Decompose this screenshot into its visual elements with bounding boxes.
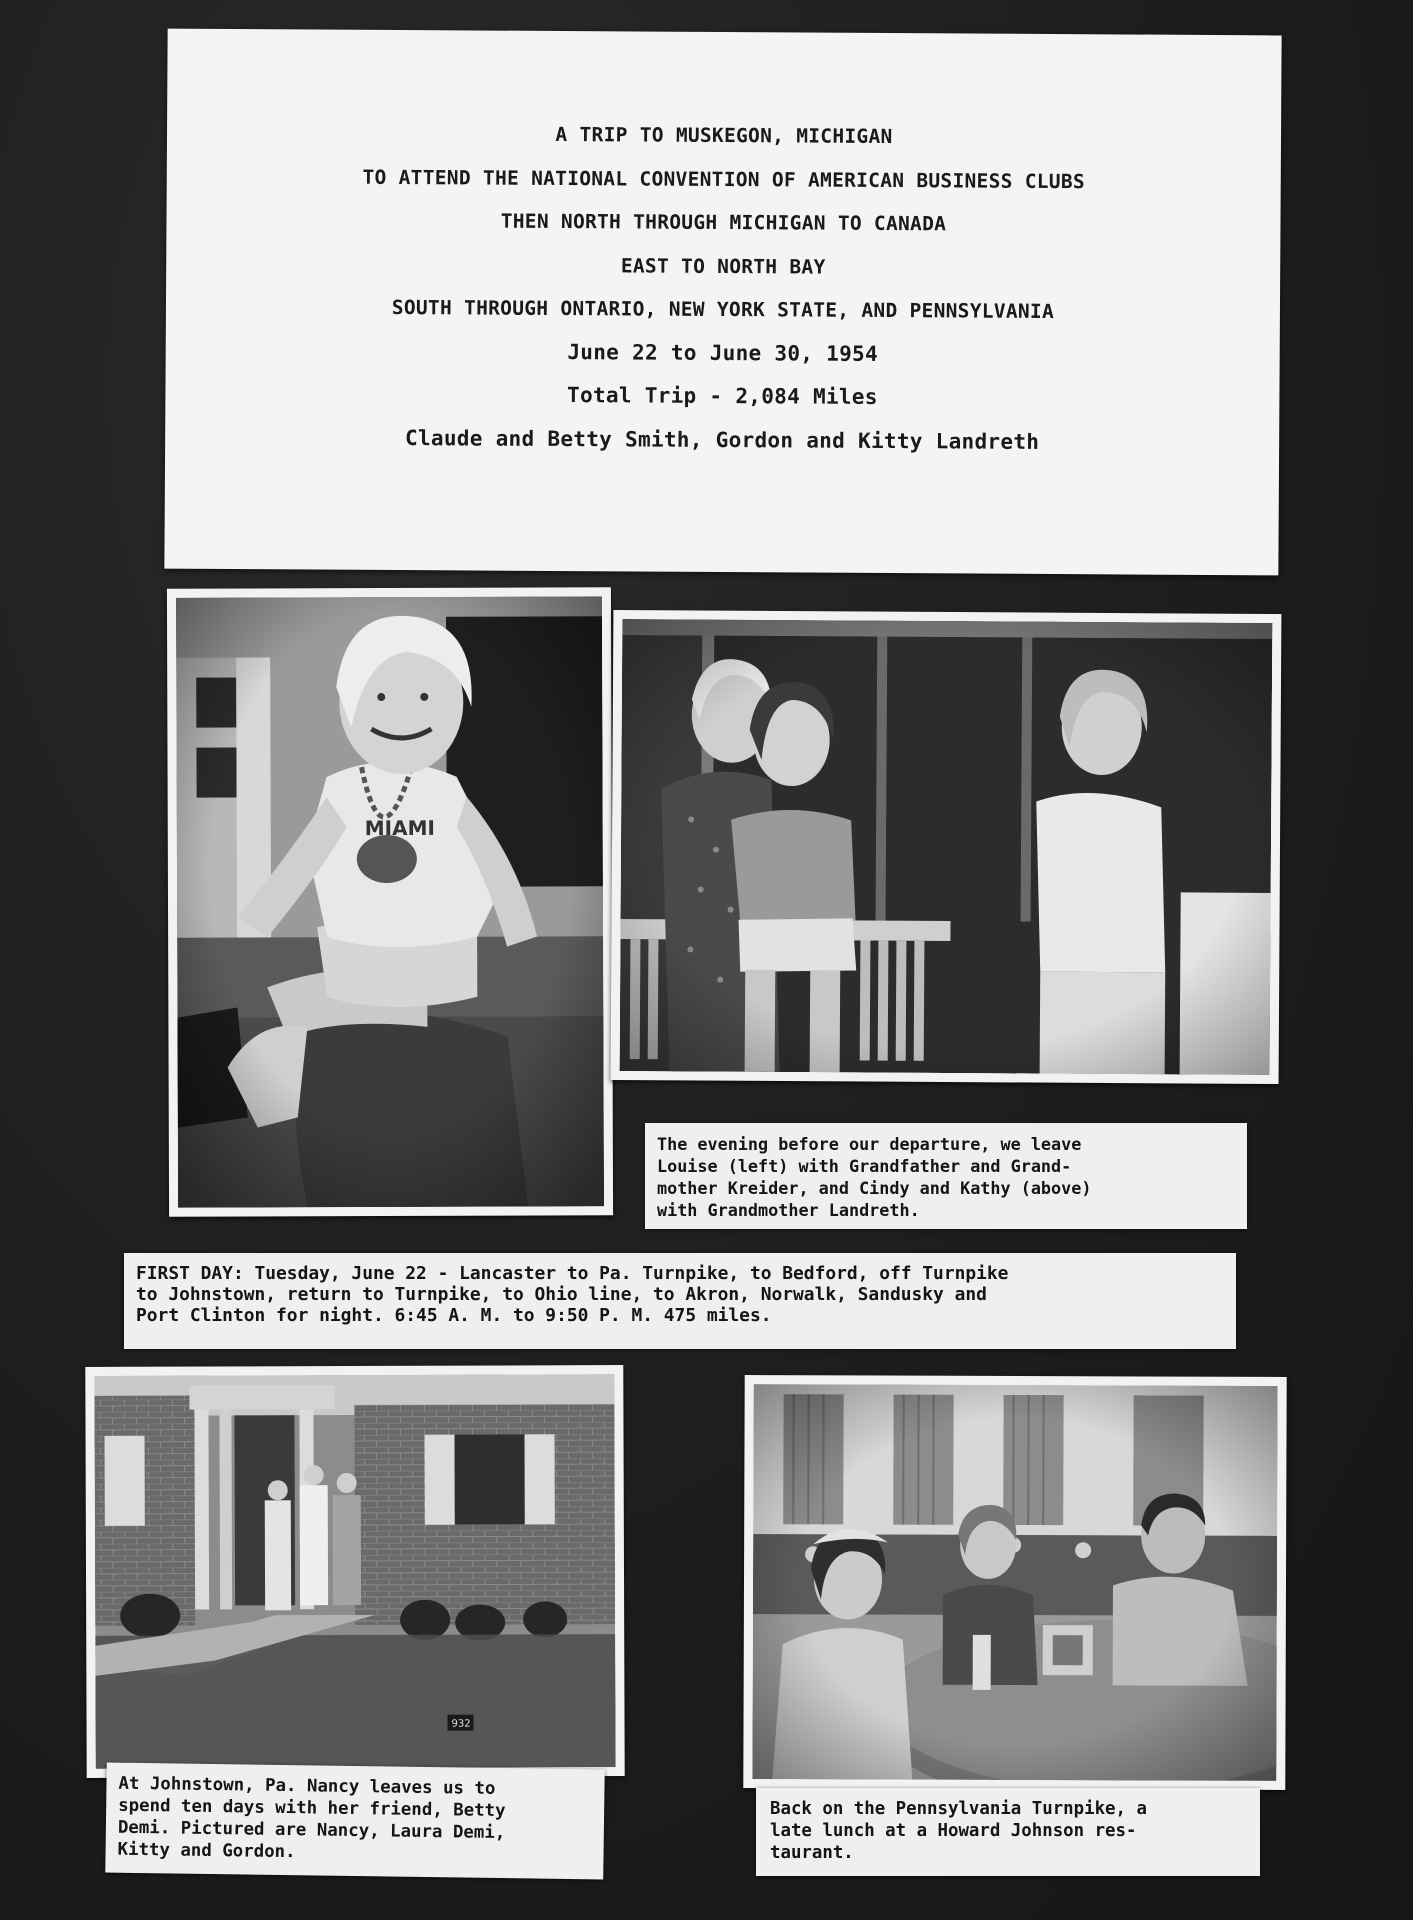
caption-johnstown [105,1763,604,1880]
photo-image [94,1374,615,1769]
caption-departure-line-4: with Grandmother Landreth. [657,1200,920,1220]
photo-howard-johnson-restaurant [743,1375,1286,1790]
caption-turnpike-line-3: taurant. [770,1843,854,1863]
caption-first-day-line-1: FIRST DAY: Tuesday, June 22 - Lancaster to Pa. Turnpike, to Bedford, off Turnpike [136,1263,1009,1284]
caption-johnstown-line-2: spend ten days with her friend, Betty [118,1795,506,1822]
caption-first-day-line-2: to Johnstown, return to Turnpike, to Ohio line, to Akron, Norwalk, Sandusky and [136,1284,987,1305]
title-line-4: EAST TO NORTH BAY [620,253,826,279]
photo-image [620,619,1273,1075]
caption-departure-line-3: mother Kreider, and Cindy and Kathy (above) [657,1178,1092,1198]
title-line-1: A TRIP TO MUSKEGON, MICHIGAN [555,122,893,149]
caption-johnstown-line-3: Demi. Pictured are Nancy, Laura Demi, [117,1817,506,1844]
trip-dates: June 22 to June 30, 1954 [567,339,879,366]
title-line-2: TO ATTEND THE NATIONAL CONVENTION OF AMERICAN BUSINESS CLUBS [362,165,1086,193]
photo-girl-on-suitcase [167,587,613,1217]
caption-turnpike-line-1: Back on the Pennsylvania Turnpike, a [770,1799,1147,1819]
travelers: Claude and Betty Smith, Gordon and Kitty Landreth [404,425,1040,454]
caption-departure [645,1123,1247,1229]
caption-first-day-line-3: Port Clinton for night. 6:45 A. M. to 9:50 P. M. 475 miles. [136,1305,772,1326]
photo-grandmother-and-girls [611,610,1282,1084]
caption-turnpike [756,1788,1260,1876]
title-card [164,29,1281,576]
title-text-block [165,111,1281,466]
photo-image [752,1384,1277,1781]
title-line-5: SOUTH THROUGH ONTARIO, NEW YORK STATE, AND PENNSYLVANIA [391,295,1055,324]
photo-johnstown-house [85,1365,624,1778]
house-number-sign: 932 [451,1718,471,1730]
title-line-3: THEN NORTH THROUGH MICHIGAN TO CANADA [500,209,947,236]
caption-departure-line-1: The evening before our departure, we leave [657,1134,1082,1154]
trip-distance: Total Trip - 2,084 Miles [567,383,878,409]
caption-johnstown-line-4: Kitty and Gordon. [117,1839,296,1863]
caption-first-day [124,1253,1236,1349]
photo-image [176,596,604,1207]
caption-turnpike-line-2: late lunch at a Howard Johnson res- [770,1821,1137,1841]
caption-departure-line-2: Louise (left) with Grandfather and Grand- [657,1156,1072,1176]
caption-johnstown-line-1: At Johnstown, Pa. Nancy leaves us to [118,1773,496,1799]
